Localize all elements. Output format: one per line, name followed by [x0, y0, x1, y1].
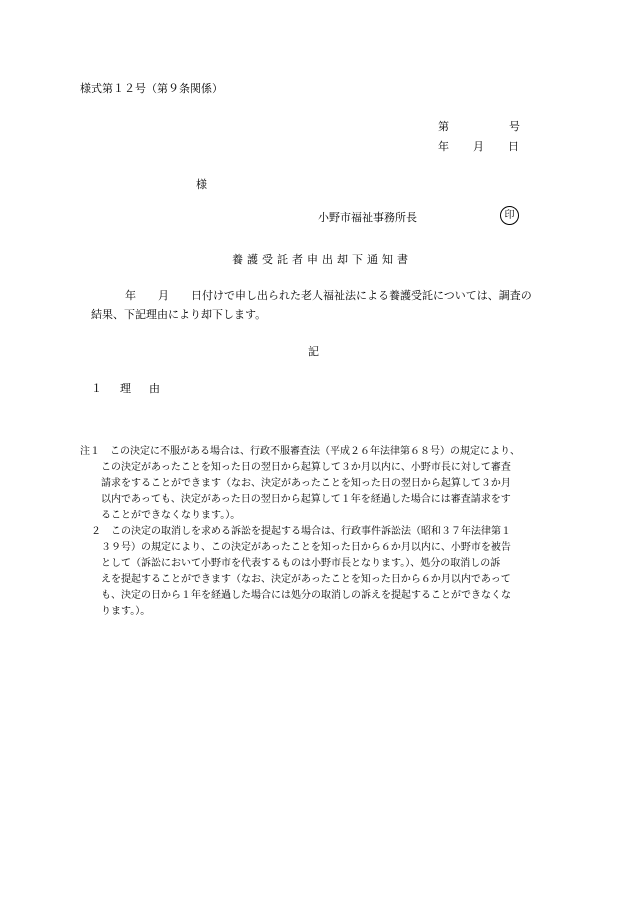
- body-line-1-text: 日付けで申し出られた老人福祉法による養護受託については、調査の: [191, 289, 532, 302]
- note-line: 以内であっても、決定があった日の翌日から起算して１年を経過した場合には審査請求をす: [101, 494, 511, 505]
- document-date: [438, 138, 519, 154]
- sender-name: 小野市福祉事務所長: [318, 211, 417, 224]
- reason-heading: [91, 380, 160, 396]
- addressee-honorific: 様: [196, 178, 207, 191]
- note-line: ３９号）の規定により、この決定があったことを知った日から６か月以内に、小野市を被告: [101, 542, 511, 553]
- note-line: 注１ この決定に不服がある場合は、行政不服審査法（平成２６年法律第６８号）の規定により、: [80, 446, 520, 457]
- body-line-2: 結果、下記理由により却下します。: [91, 308, 267, 321]
- seal-mark: 印: [500, 206, 519, 225]
- note-line: として（訴訟において小野市を代表するものは小野市長となります。）、処分の取消しの訴: [101, 558, 501, 569]
- note-line: ることができなくなります。）。: [101, 510, 241, 521]
- body-year: 年: [125, 289, 136, 302]
- note-line: この決定があったことを知った日の翌日から起算して３か月以内に、小野市長に対して審査: [101, 462, 511, 473]
- body-month: 月: [158, 289, 169, 302]
- reason-label-1: 理: [120, 382, 131, 395]
- note-line: ２ この決定の取消しを求める訴訟を提起する場合は、行政事件訴訟法（昭和３７年法律第１: [91, 526, 511, 537]
- note-line: も、決定の日から１年を経過した場合には処分の取消しの訴えを提起することができなくな: [101, 590, 511, 601]
- date-day: 日: [508, 140, 519, 153]
- reason-number: １: [91, 382, 102, 395]
- form-number: 様式第１２号（第９条関係）: [80, 82, 223, 95]
- body-line-1: [125, 287, 532, 303]
- reason-label-2: 由: [149, 382, 160, 395]
- document-number: [438, 118, 520, 134]
- date-year: 年: [438, 140, 449, 153]
- document-number-prefix: 第: [438, 120, 449, 133]
- document-title: 養護受託者申出却下通知書: [232, 253, 412, 266]
- ki-heading: 記: [308, 345, 319, 358]
- document-number-suffix: 号: [509, 120, 520, 133]
- note-line: えを提起することができます（なお、決定があったことを知った日から６か月以内であって: [101, 574, 511, 585]
- date-month: 月: [473, 140, 484, 153]
- note-line: ります。）。: [101, 606, 151, 617]
- note-line: 請求をすることができます（なお、決定があったことを知った日の翌日から起算して３か月: [101, 478, 511, 489]
